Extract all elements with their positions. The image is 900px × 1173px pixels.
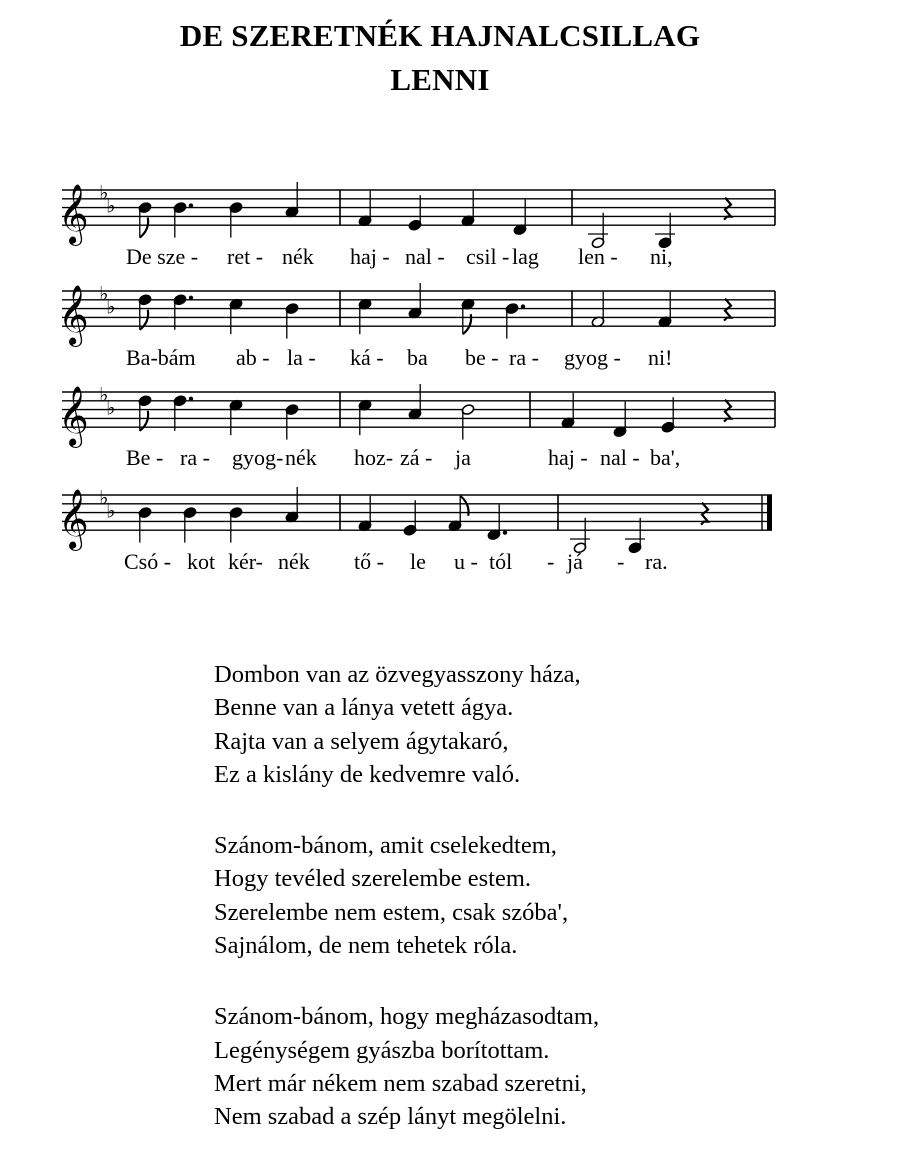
syllable: le xyxy=(410,549,426,574)
note-dot xyxy=(189,203,193,207)
stanza-line: Szerelembe nem estem, csak szóba', xyxy=(214,898,569,926)
syllable: la - xyxy=(287,345,316,370)
note-dot xyxy=(189,296,193,300)
stanza-line: Benne van a lánya vetett ágya. xyxy=(214,694,514,722)
syllable: ká - xyxy=(350,345,384,370)
syllable: nék xyxy=(278,549,310,574)
syllable: ra - xyxy=(509,345,539,370)
lyrics-system-1 xyxy=(0,244,900,274)
flat-icon: ♭ xyxy=(106,498,116,523)
treble-clef-icon: 𝄞 xyxy=(58,489,89,550)
flat-icon: ♭ xyxy=(99,281,109,306)
lyrics-system-2 xyxy=(0,345,900,375)
syllable: ab - xyxy=(236,345,270,370)
syllable: Be - xyxy=(126,445,164,470)
stanza-line: Ez a kislány de kedvemre való. xyxy=(214,760,521,788)
syllable: ra - xyxy=(180,445,210,470)
song-title-line-2: LENNI xyxy=(390,62,490,97)
note-flag xyxy=(140,218,148,238)
syllable: tól xyxy=(489,549,513,574)
stanza xyxy=(214,829,599,962)
treble-clef-icon: 𝄞 xyxy=(58,285,89,346)
syllable: ja xyxy=(455,445,471,470)
syllable: u - xyxy=(454,549,478,574)
syllable: nal - xyxy=(405,244,445,269)
flat-icon: ♭ xyxy=(106,193,116,218)
flat-icon: ♭ xyxy=(99,180,109,205)
syllable: ni, xyxy=(650,244,673,269)
stanza-line: Sajnálom, de nem tehetek róla. xyxy=(214,932,518,960)
stanza-line: Nem szabad a szép lányt megölelni. xyxy=(214,1103,567,1131)
stanza-line: Rajta van a selyem ágytakaró, xyxy=(214,727,509,755)
stanza xyxy=(214,1000,599,1133)
syllable: tő - xyxy=(354,549,384,574)
syllable: Ba-bám xyxy=(126,345,196,370)
syllable: ra. xyxy=(645,549,668,574)
note-dot xyxy=(521,304,525,308)
syllable: csil - xyxy=(466,244,510,269)
stanza-line: Szánom-bánom, amit cselekedtem, xyxy=(214,832,557,860)
treble-clef-icon: 𝄞 xyxy=(58,184,89,245)
flat-icon: ♭ xyxy=(106,294,116,319)
syllable: ba xyxy=(407,345,428,370)
flat-icon: ♭ xyxy=(99,382,109,407)
stanza-line: Szánom-bánom, hogy megházasodtam, xyxy=(214,1003,600,1031)
syllable: ni! xyxy=(648,345,673,370)
syllable: nék xyxy=(285,445,317,470)
verse-stanzas xyxy=(214,658,599,1172)
syllable: lag xyxy=(512,244,539,269)
syllable: já xyxy=(567,549,583,574)
final-barline xyxy=(767,495,772,530)
stanza-line: Hogy tevéled szerelembe estem. xyxy=(214,865,532,893)
syllable: haj - xyxy=(350,244,390,269)
syllable: nal - xyxy=(600,445,640,470)
lyrics-system-3 xyxy=(0,445,900,475)
treble-clef-icon: 𝄞 xyxy=(58,386,89,447)
flat-icon: ♭ xyxy=(106,395,116,420)
syllable: kot xyxy=(187,549,216,574)
song-title-line-1: DE SZERETNÉK HAJNALCSILLAG xyxy=(179,18,701,53)
syllable: gyog - xyxy=(564,345,621,370)
lyrics-system-4 xyxy=(0,549,900,579)
syllable: hoz- xyxy=(354,445,394,470)
flat-icon: ♭ xyxy=(99,485,109,510)
syllable: be - xyxy=(465,345,499,370)
syllable: zá - xyxy=(400,445,433,470)
stanza xyxy=(214,658,599,791)
stanza-line: Dombon van az özvegyasszony háza, xyxy=(214,661,581,688)
syllable: - xyxy=(617,549,625,574)
syllable: nék xyxy=(282,244,314,269)
note-dot xyxy=(503,530,507,534)
syllable: De sze - xyxy=(126,244,199,269)
syllable: haj - xyxy=(548,445,588,470)
syllable: ba', xyxy=(650,445,681,470)
syllable: Csó - xyxy=(124,549,172,574)
stanza-line: Mert már nékem nem szabad szeretni, xyxy=(214,1069,587,1097)
syllable: gyog- xyxy=(232,445,284,470)
stanza-line: Legénységem gyászba borítottam. xyxy=(214,1036,550,1064)
syllable: len - xyxy=(578,244,618,269)
syllable: - xyxy=(547,549,555,574)
syllable: ret - xyxy=(227,244,264,269)
note-dot xyxy=(189,397,193,401)
syllable: kér- xyxy=(228,549,263,574)
